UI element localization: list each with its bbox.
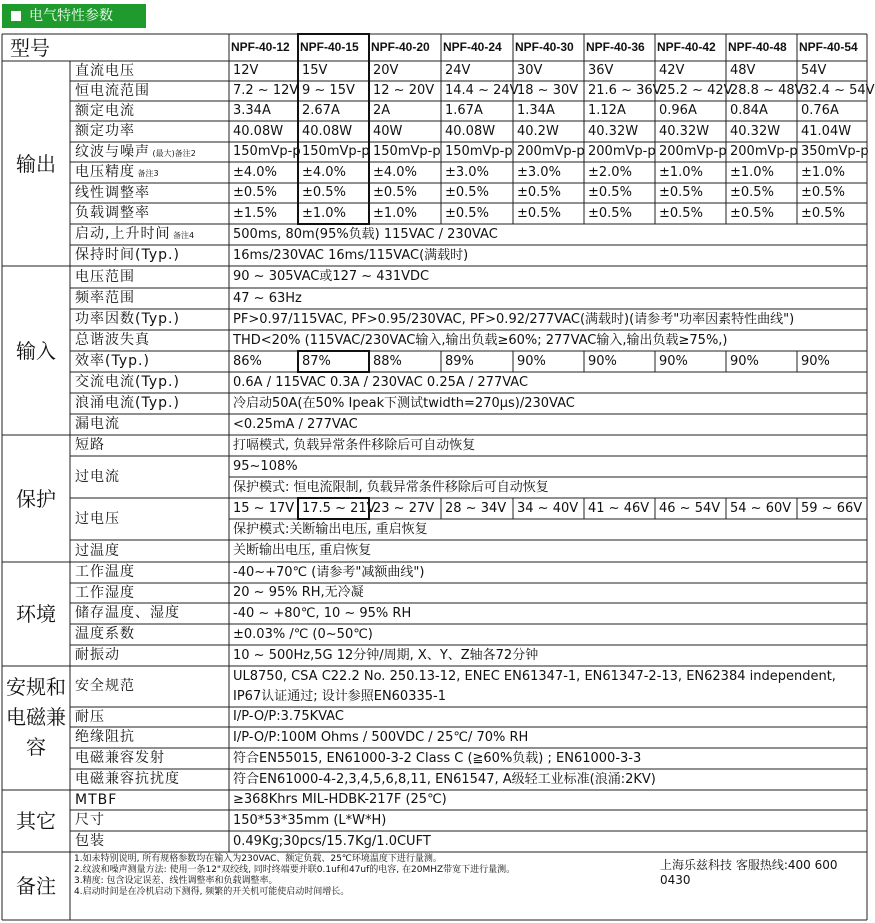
efficiency-3: 88%: [373, 354, 402, 369]
dc_voltage-7: 42V: [659, 63, 685, 78]
rated_current-7: 0.96A: [659, 103, 697, 118]
dc_voltage-5: 30V: [517, 63, 543, 78]
label-vibration: [70, 645, 229, 666]
load_regulation-5: ±0.5%: [517, 206, 561, 221]
label-storage: [70, 603, 229, 624]
note-line: 3.精度: 包含设定误差、线性调整率和负载调整率。: [74, 876, 278, 886]
label-working_humidity: [70, 583, 229, 603]
label-current_range: [70, 81, 229, 101]
row-label: 电压精度: [75, 164, 135, 180]
ripple-6: 200mVp-p: [588, 144, 656, 159]
ripple-7: 200mVp-p: [659, 144, 727, 159]
line_regulation-6: ±0.5%: [588, 185, 632, 200]
overvoltage-6: 41 ~ 46V: [588, 501, 650, 516]
rated_power-8: 40.32W: [730, 124, 781, 139]
ripple-8: 200mVp-p: [730, 144, 798, 159]
overvoltage-9: 59 ~ 66V: [801, 501, 863, 516]
row-label: 工作湿度: [75, 585, 135, 601]
row-label-note: 备注3: [135, 169, 159, 178]
frequency-value: 47 ~ 63Hz: [233, 291, 302, 306]
label-rated_current: [70, 101, 229, 121]
ripple-2: 150mVp-p: [302, 144, 370, 159]
model-header-6: NPF-40-36: [586, 40, 645, 54]
dc_voltage-1: 12V: [233, 63, 259, 78]
temp_coeff-value: ±0.03% /℃ (0~50℃): [233, 627, 373, 642]
rated_power-1: 40.08W: [233, 124, 284, 139]
row-label: 过电压: [75, 511, 120, 527]
dimension-value: 150*53*35mm (L*W*H): [233, 813, 387, 828]
row-label: 尺寸: [75, 812, 105, 828]
overvoltage-1: 15 ~ 17V: [233, 501, 295, 516]
group-notes: 备注: [16, 874, 56, 898]
voltage_tolerance-9: ±1.0%: [801, 165, 845, 180]
row-label: 工作温度: [75, 564, 135, 580]
row-label-note: (最大)备注2: [150, 149, 196, 158]
rated_power-5: 40.2W: [517, 124, 559, 139]
emc_immunity-value: 符合EN61000-4-2,3,4,5,6,8,11, EN61547, A级轻工业标准(浪涌:2KV): [233, 772, 656, 787]
current_range-3: 12 ~ 20V: [373, 83, 435, 98]
label-setup-time: [70, 224, 229, 245]
inrush-value: 冷启动50A(在50% Ipeak下测试twidth=270μs)/230VAC: [233, 396, 575, 411]
overvoltage-3: 23 ~ 27V: [373, 501, 435, 516]
section-title: 电气特性参数: [29, 8, 113, 24]
line_regulation-8: ±0.5%: [730, 185, 774, 200]
model-header-9: NPF-40-54: [799, 40, 858, 54]
rated_current-4: 1.67A: [445, 103, 483, 118]
packing-value: 0.49Kg;30pcs/15.7Kg/1.0CUFT: [233, 834, 431, 849]
over-temp-value: 关断输出电压, 重启恢复: [233, 543, 372, 558]
hotline-text: 上海乐兹科技 客服热线:400 600 0430: [660, 858, 838, 887]
row-label: 额定电流: [75, 103, 135, 119]
emc_emission-value: 符合EN55015, EN61000-3-2 Class C (≧60%负载) ; EN61000-3-3: [233, 751, 642, 766]
overvoltage-7: 46 ~ 54V: [659, 501, 721, 516]
rated_current-3: 2A: [373, 103, 391, 118]
voltage_tolerance-4: ±3.0%: [445, 165, 489, 180]
dc_voltage-3: 20V: [373, 63, 399, 78]
overvoltage-mode: 保护模式:关断输出电压, 重启恢复: [233, 522, 428, 537]
row-label: 额定功率: [75, 123, 135, 139]
rated_current-9: 0.76A: [801, 103, 839, 118]
row-label: 直流电压: [75, 63, 135, 79]
model-header-1: NPF-40-12: [231, 40, 290, 54]
ripple-9: 350mVp-p: [801, 144, 869, 159]
voltage_tolerance-3: ±4.0%: [373, 165, 417, 180]
vibration-value: 10 ~ 500Hz,5G 12分钟/周期, X、Y、Z轴各72分钟: [233, 648, 539, 663]
model-header-2: NPF-40-15: [300, 40, 359, 54]
label-load_regulation: [70, 203, 229, 224]
ripple-3: 150mVp-p: [373, 144, 441, 159]
line_regulation-7: ±0.5%: [659, 185, 703, 200]
label-efficiency: [70, 351, 229, 372]
overvoltage-4: 28 ~ 34V: [445, 501, 507, 516]
group-environment: 环境: [16, 602, 56, 626]
current_range-6: 21.6 ~ 36V: [588, 83, 662, 98]
rated_power-3: 40W: [373, 124, 403, 139]
rated_current-2: 2.67A: [302, 103, 340, 118]
notes-block: [70, 852, 660, 920]
label-mtbf: [70, 790, 229, 810]
dc_voltage-8: 48V: [730, 63, 756, 78]
efficiency-4: 89%: [445, 354, 474, 369]
model-label: 型号: [10, 35, 50, 60]
load_regulation-9: ±0.5%: [801, 206, 845, 221]
voltage_tolerance-8: ±1.0%: [730, 165, 774, 180]
working_humidity-value: 20 ~ 95% RH,无冷凝: [233, 585, 364, 600]
ripple-1: 150mVp-p: [233, 144, 301, 159]
working_temp-value: -40~+70℃ (请参考"减额曲线"): [233, 565, 425, 580]
label-leakage: [70, 414, 229, 435]
row-label: 漏电流: [75, 416, 120, 432]
row-label: 频率范围: [75, 290, 135, 306]
row-label: 交流电流(Typ.): [75, 374, 180, 390]
dc_voltage-2: 15V: [302, 63, 328, 78]
power_factor-value: PF>0.97/115VAC, PF>0.95/230VAC, PF>0.92/277VAC(满载时)(请参考"功率因素特性曲线"): [233, 312, 795, 327]
row-label: 恒电流范围: [75, 83, 150, 99]
row-label: 安全规范: [75, 678, 135, 694]
label-inrush: [70, 393, 229, 414]
voltage_range-value: 90 ~ 305VAC或127 ~ 431VDC: [233, 269, 430, 284]
row-label: 功率因数(Typ.): [75, 311, 180, 327]
label-over-temp: [70, 540, 229, 562]
row-label: 过温度: [75, 543, 120, 559]
rated_current-8: 0.84A: [730, 103, 768, 118]
group-protection: 保护: [16, 486, 56, 511]
row-label: 包装: [75, 833, 105, 849]
model-header-5: NPF-40-30: [515, 40, 574, 54]
row-label: 效率(Typ.): [75, 353, 150, 369]
dc_voltage-4: 24V: [445, 63, 471, 78]
label-packing: [70, 831, 229, 852]
voltage_tolerance-1: ±4.0%: [233, 165, 277, 180]
line_regulation-9: ±0.5%: [801, 185, 845, 200]
line_regulation-5: ±0.5%: [517, 185, 561, 200]
note-line: 1.如未特别说明, 所有规格参数均在输入为230VAC、额定负载、25℃环境温度下进行量测。: [74, 854, 442, 864]
label-voltage_range: [70, 266, 229, 288]
overcurrent-value: 95~108%: [233, 459, 298, 474]
thd-value: THD<20% (115VAC/230VAC输入,输出负载≥60%; 277VAC输入,输出负载≥75%,): [233, 333, 728, 348]
note-line: 2.纹波和噪声测量方法: 使用一条12"双绞线, 同时终端要并联0.1uf和47uf的电容, 在20MHZ带宽下进行量测。: [74, 865, 516, 875]
efficiency-9: 90%: [801, 354, 830, 369]
safety-std-value-2: IP67认证通过; 设计参照EN60335-1: [233, 689, 446, 704]
efficiency-8: 90%: [730, 354, 759, 369]
row-label: 负载调整率: [75, 205, 150, 221]
efficiency-7: 90%: [659, 354, 688, 369]
row-label: 电磁兼容发射: [75, 750, 165, 766]
row-label: 启动,上升时间: [75, 226, 171, 242]
efficiency-6: 90%: [588, 354, 617, 369]
line_regulation-3: ±0.5%: [373, 185, 417, 200]
label-line_regulation: [70, 183, 229, 203]
voltage_tolerance-6: ±2.0%: [588, 165, 632, 180]
isolation-value: I/P-O/P:100M Ohms / 500VDC / 25℃/ 70% RH: [233, 730, 529, 745]
row-label: 浪涌电流(Typ.): [75, 395, 180, 411]
model-header-4: NPF-40-24: [443, 40, 502, 54]
safety-std-value: UL8750, CSA C22.2 No. 250.13-12, ENEC EN61347-1, EN61347-2-13, EN62384 independent,: [233, 669, 836, 684]
ripple-5: 200mVp-p: [517, 144, 585, 159]
rated_power-4: 40.08W: [445, 124, 496, 139]
rated_current-6: 1.12A: [588, 103, 626, 118]
current_range-1: 7.2 ~ 12V: [233, 83, 299, 98]
line_regulation-1: ±0.5%: [233, 185, 277, 200]
mtbf-value: ≥368Khrs MIL-HDBK-217F (25℃): [233, 792, 447, 807]
model-header-8: NPF-40-48: [728, 40, 787, 54]
label-emc_immunity: [70, 769, 229, 790]
row-label: 电压范围: [75, 269, 135, 285]
setup-time-value: 500ms, 80m(95%负载) 115VAC / 230VAC: [233, 227, 498, 242]
leakage-value: <0.25mA / 277VAC: [233, 417, 358, 432]
label-hold-time: [70, 245, 229, 266]
load_regulation-7: ±0.5%: [659, 206, 703, 221]
overvoltage-8: 54 ~ 60V: [730, 501, 792, 516]
model-header-7: NPF-40-42: [657, 40, 716, 54]
rated_power-6: 40.32W: [588, 124, 639, 139]
group-output: 输出: [16, 151, 56, 176]
rated_power-2: 40.08W: [302, 124, 353, 139]
row-label: 纹波与噪声: [75, 144, 150, 160]
rated_power-9: 41.04W: [801, 124, 852, 139]
group-safety: 安规和电磁兼容: [6, 675, 66, 759]
note-line: 4.启动时间是在冷机启动下测得, 频繁的开关机可能使启动时间增长。: [74, 887, 350, 897]
row-label: 绝缘阻抗: [75, 729, 135, 745]
load_regulation-8: ±0.5%: [730, 206, 774, 221]
load_regulation-2: ±1.0%: [302, 206, 346, 221]
current_range-9: 32.4 ~ 54V: [801, 83, 875, 98]
load_regulation-4: ±0.5%: [445, 206, 489, 221]
label-power_factor: [70, 309, 229, 330]
current_range-8: 28.8 ~ 48V: [730, 83, 804, 98]
label-short-circuit: [70, 435, 229, 456]
label-dc_voltage: [70, 61, 229, 81]
voltage_tolerance-2: ±4.0%: [302, 165, 346, 180]
voltage_tolerance-5: ±3.0%: [517, 165, 561, 180]
row-label: 耐振动: [75, 647, 120, 663]
dc_voltage-9: 54V: [801, 63, 827, 78]
label-overcurrent: [70, 456, 229, 498]
label-voltage_tolerance: [70, 162, 229, 183]
row-label: 过电流: [75, 469, 120, 485]
label-dimension: [70, 810, 229, 831]
withstand-value: I/P-O/P:3.75KVAC: [233, 709, 344, 724]
rated_current-1: 3.34A: [233, 103, 271, 118]
row-label: 储存温度、湿度: [75, 605, 180, 621]
label-isolation: [70, 727, 229, 748]
rated_current-5: 1.34A: [517, 103, 555, 118]
group-other: 其它: [16, 809, 56, 833]
voltage_tolerance-7: ±1.0%: [659, 165, 703, 180]
row-label: 线性调整率: [75, 185, 150, 201]
dc_voltage-6: 36V: [588, 63, 614, 78]
label-withstand: [70, 707, 229, 727]
row-label: MTBF: [75, 792, 118, 808]
label-ac_current: [70, 372, 229, 393]
rated_power-7: 40.32W: [659, 124, 710, 139]
label-rated_power: [70, 121, 229, 142]
current_range-7: 25.2 ~ 42V: [659, 83, 733, 98]
efficiency-2: 87%: [302, 354, 331, 369]
label-overvoltage: [70, 498, 229, 540]
row-label: 电磁兼容抗扰度: [75, 771, 180, 787]
load_regulation-6: ±0.5%: [588, 206, 632, 221]
overvoltage-5: 34 ~ 40V: [517, 501, 579, 516]
efficiency-5: 90%: [517, 354, 546, 369]
line_regulation-2: ±0.5%: [302, 185, 346, 200]
row-label: 温度系数: [75, 626, 135, 642]
current_range-4: 14.4 ~ 24V: [445, 83, 519, 98]
storage-value: -40 ~ +80℃, 10 ~ 95% RH: [233, 606, 412, 621]
short-circuit-value: 打嗝模式, 负载异常条件移除后可自动恢复: [233, 438, 476, 453]
line_regulation-4: ±0.5%: [445, 185, 489, 200]
overcurrent-mode: 保护模式: 恒电流限制, 负载异常条件移除后可自动恢复: [233, 480, 549, 495]
model-header-3: NPF-40-20: [371, 40, 430, 54]
overvoltage-2: 17.5 ~ 21V: [302, 501, 376, 516]
label-safety-std: [70, 666, 229, 707]
group-input: 输入: [16, 338, 56, 363]
label-thd: [70, 330, 229, 351]
label-ripple: [70, 142, 229, 162]
ac_current-value: 0.6A / 115VAC 0.3A / 230VAC 0.25A / 277VAC: [233, 375, 529, 390]
load_regulation-1: ±1.5%: [233, 206, 277, 221]
label-frequency: [70, 288, 229, 309]
hold-time-value: 16ms/230VAC 16ms/115VAC(满载时): [233, 248, 469, 263]
row-label: 保持时间(Typ.): [75, 247, 180, 263]
load_regulation-3: ±1.0%: [373, 206, 417, 221]
row-label: 总谐波失真: [75, 332, 150, 348]
efficiency-1: 86%: [233, 354, 262, 369]
label-temp_coeff: [70, 624, 229, 645]
row-label: 耐压: [75, 709, 105, 725]
current_range-2: 9 ~ 15V: [302, 83, 355, 98]
label-emc_emission: [70, 748, 229, 769]
current_range-5: 18 ~ 30V: [517, 83, 579, 98]
row-label-note: 备注4: [170, 231, 195, 240]
row-label: 短路: [75, 437, 105, 453]
label-working_temp: [70, 562, 229, 583]
ripple-4: 150mVp-p: [445, 144, 513, 159]
